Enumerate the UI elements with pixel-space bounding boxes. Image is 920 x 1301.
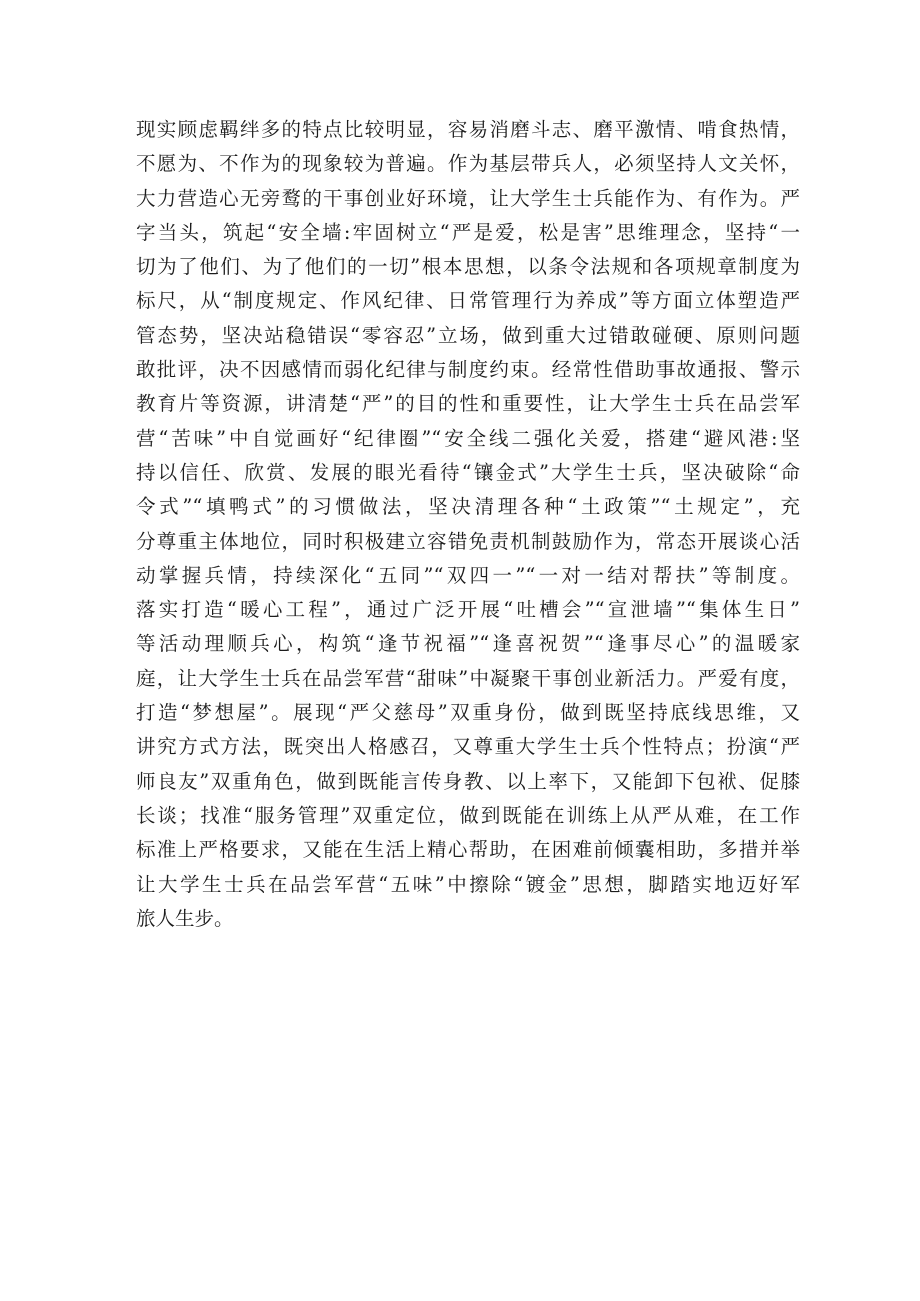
text-line: 等活动理顺兵心，构筑“逢节祝福”“逢喜祝贺”“逢事尽心”的温暖家 — [136, 632, 800, 656]
text-line: 庭，让大学生士兵在品尝军营“甜味”中凝聚干事创业新活力。严爱有度， — [136, 666, 800, 690]
text-line: 打造“梦想屋”。展现“严父慈母”双重身份，做到既坚持底线思维，又 — [136, 701, 800, 725]
text-line: 大力营造心无旁鹜的干事创业好环境，让大学生士兵能作为、有作为。严 — [136, 186, 800, 210]
text-line: 字当头，筑起“安全墙:牢固树立“严是爱，松是害”思维理念，坚持“一 — [136, 220, 800, 244]
text-line: 讲究方式方法，既突出人格感召，又尊重大学生士兵个性特点；扮演“严 — [136, 735, 800, 759]
text-line: 现实顾虑羁绊多的特点比较明显，容易消磨斗志、磨平激情、啃食热情， — [136, 118, 800, 141]
body-paragraph — [136, 113, 800, 936]
text-line: 教育片等资源，讲清楚“严”的目的性和重要性，让大学生士兵在品尝军 — [136, 392, 800, 416]
text-line: 让大学生士兵在品尝军营“五味”中擦除“镀金”思想，脚踏实地迈好军 — [136, 872, 800, 896]
text-line: 管态势，坚决站稳错误“零容忍”立场，做到重大过错敢碰硬、原则问题 — [136, 323, 800, 347]
text-line: 切为了他们、为了他们的一切”根本思想，以条令法规和各项规章制度为 — [136, 255, 800, 279]
text-line: 不愿为、不作为的现象较为普遍。作为基层带兵人，必须坚持人文关怀， — [136, 152, 800, 176]
text-line: 旅人生步。 — [136, 906, 234, 930]
text-line: 令式”“填鸭式”的习惯做法，坚决清理各种“土政策”“土规定”，充 — [136, 495, 800, 519]
text-line: 标尺，从“制度规定、作风纪律、日常管理行为养成”等方面立体塑造严 — [136, 289, 800, 313]
text-line: 敢批评，决不因感情而弱化纪律与制度约束。经常性借助事故通报、警示 — [136, 358, 800, 382]
text-line: 分尊重主体地位，同时积极建立容错免责机制鼓励作为，常态开展谈心活 — [136, 529, 800, 553]
text-line: 师良友”双重角色，做到既能言传身教、以上率下，又能卸下包袱、促膝 — [136, 769, 800, 793]
text-line: 持以信任、欣赏、发展的眼光看待“镶金式”大学生士兵，坚决破除“命 — [136, 460, 800, 484]
text-line: 营“苦味”中自觉画好“纪律圈”“安全线二强化关爱，搭建“避风港:坚 — [136, 426, 800, 450]
text-line: 标准上严格要求，又能在生活上精心帮助，在困难前倾囊相助，多措并举 — [136, 838, 800, 862]
text-line: 落实打造“暖心工程”，通过广泛开展“吐槽会”“宣泄墙”“集体生日” — [136, 598, 800, 622]
text-line: 动掌握兵情，持续深化“五同”“双四一”“一对一结对帮扶”等制度。 — [136, 563, 800, 587]
text-line: 长谈；找准“服务管理”双重定位，做到既能在训练上从严从难，在工作 — [136, 803, 800, 827]
